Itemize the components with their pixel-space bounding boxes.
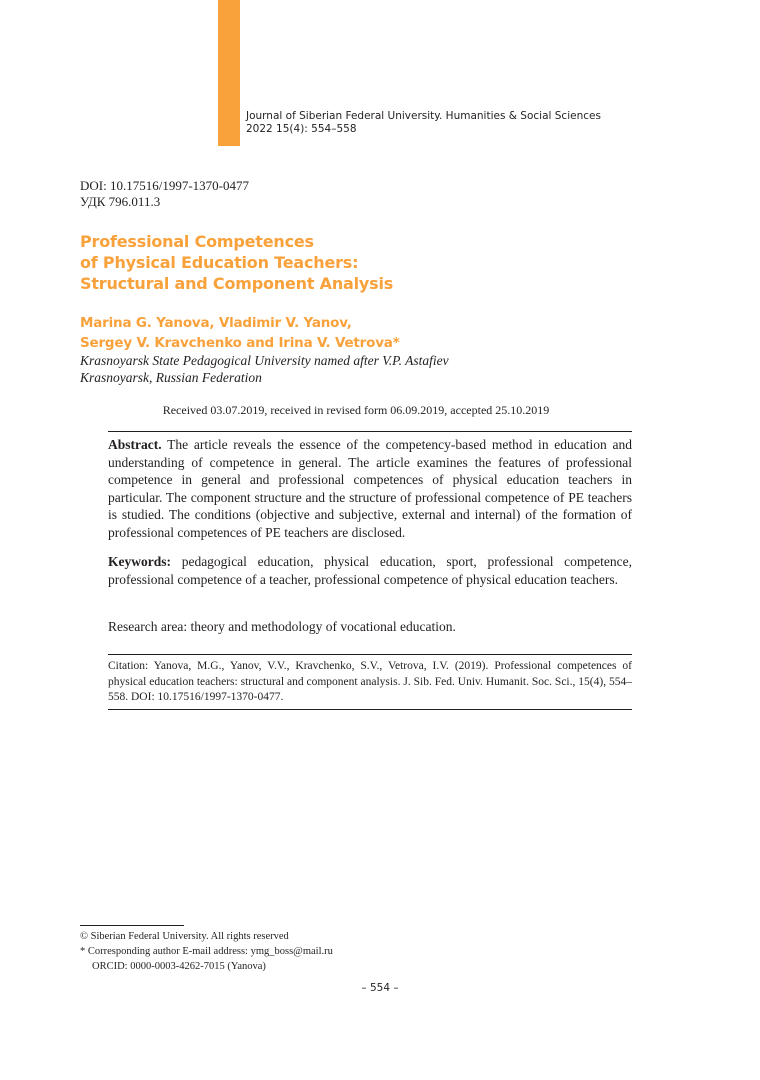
- keywords: [108, 553, 632, 588]
- abstract: [108, 436, 632, 541]
- copyright-note: © Siberian Federal University. All rights reserved: [80, 931, 289, 942]
- title-line: Professional Competences: [80, 232, 314, 251]
- orcid-note: ORCID: 0000-0003-4262-7015 (Yanova): [92, 961, 266, 972]
- keywords-label: Keywords:: [108, 554, 171, 569]
- corresponding-author-note: * Corresponding author E-mail address: ymg_boss@mail.ru: [80, 946, 333, 957]
- journal-header: [246, 110, 601, 136]
- citation: Citation: Yanova, M.G., Yanov, V.V., Kravchenko, S.V., Vetrova, I.V. (2019). Professional competences of physical education teachers: structural and component analysis. J. Sib. Fed. Univ. Humanit. Soc. Sci., 15(4), 554–558. DOI: 10.17516/1997-1370-0477.: [108, 660, 632, 703]
- journal-accent-bar: [218, 0, 240, 146]
- journal-name: Journal of Siberian Federal University. Humanities & Social Sciences: [246, 110, 601, 122]
- affiliation: [80, 352, 449, 386]
- keywords-text: pedagogical education, physical education, sport, professional competence, professional competence of a teacher, professional competence of physical education teachers.: [108, 554, 633, 587]
- received-dates: Received 03.07.2019, received in revised form 06.09.2019, accepted 25.10.2019: [162, 403, 550, 417]
- authors: [80, 313, 400, 353]
- article-identifiers: [80, 178, 249, 210]
- citation-bottom-rule: [108, 709, 632, 710]
- footnotes: [80, 929, 333, 974]
- udk: УДК 796.011.3: [80, 194, 161, 209]
- title-line: of Physical Education Teachers:: [80, 253, 359, 272]
- journal-issue: 2022 15(4): 554–558: [246, 123, 357, 135]
- footnote-rule: [80, 925, 184, 926]
- article-title: [80, 231, 393, 294]
- authors-line: Marina G. Yanova, Vladimir V. Yanov,: [80, 315, 352, 331]
- page-number: – 554 –: [361, 982, 399, 994]
- abstract-top-rule: [108, 431, 632, 432]
- affiliation-location: Krasnoyarsk, Russian Federation: [80, 370, 262, 385]
- abstract-label: Abstract.: [108, 437, 162, 452]
- abstract-text: The article reveals the essence of the competency-based method in education and understanding of competence in general. The article examines the features of professional competence in general and professional competences of physical education teachers in particular. The component structure and the structure of professional competence of PE teachers is studied. The conditions (objective and subjective, external and internal) of the formation of professional competences of PE teachers are disclosed.: [108, 437, 632, 540]
- affiliation-university: Krasnoyarsk State Pedagogical University named after V.P. Astafiev: [80, 353, 449, 368]
- citation-top-rule: [108, 654, 632, 655]
- authors-line: Sergey V. Kravchenko and Irina V. Vetrova*: [80, 335, 400, 351]
- doi: DOI: 10.17516/1997-1370-0477: [80, 178, 249, 193]
- title-line: Structural and Component Analysis: [80, 274, 394, 293]
- research-area: Research area: theory and methodology of vocational education.: [108, 619, 456, 634]
